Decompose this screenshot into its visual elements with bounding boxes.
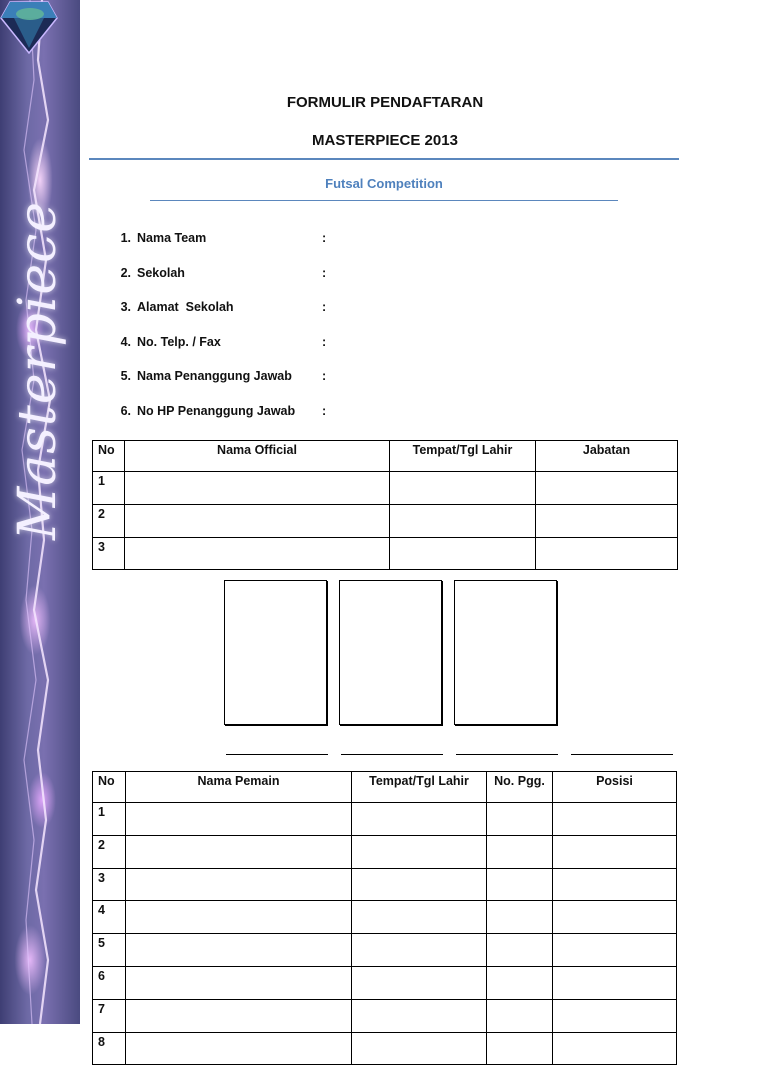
signature-line xyxy=(341,754,443,755)
table-cell[interactable] xyxy=(536,472,678,505)
table-cell[interactable] xyxy=(553,934,677,967)
diamond-logo-icon xyxy=(0,0,58,54)
table-header-row xyxy=(93,441,678,472)
table-row xyxy=(93,803,677,836)
row-number: 2 xyxy=(93,504,125,537)
table-cell[interactable] xyxy=(352,835,487,868)
table-cell[interactable] xyxy=(487,966,553,999)
table-cell[interactable] xyxy=(352,1032,487,1065)
table-cell[interactable] xyxy=(553,966,677,999)
table-cell[interactable] xyxy=(126,966,352,999)
table-cell[interactable] xyxy=(487,901,553,934)
table-cell[interactable] xyxy=(487,803,553,836)
table-cell[interactable] xyxy=(553,999,677,1032)
field-number: 4. xyxy=(120,334,131,349)
field-label: Alamat Sekolah xyxy=(137,300,234,315)
field-colon: : xyxy=(322,334,327,349)
field-label: Nama Penanggung Jawab xyxy=(137,369,292,384)
table-cell[interactable] xyxy=(487,835,553,868)
table-cell[interactable] xyxy=(487,999,553,1032)
signature-line xyxy=(456,754,558,755)
table-cell[interactable] xyxy=(126,868,352,901)
table-cell[interactable] xyxy=(352,803,487,836)
table-row xyxy=(93,537,678,570)
signature-line xyxy=(226,754,328,755)
table-cell[interactable] xyxy=(553,803,677,836)
field-colon: : xyxy=(322,369,327,384)
column-header: No xyxy=(93,441,125,472)
table-row xyxy=(93,999,677,1032)
table-cell[interactable] xyxy=(553,1032,677,1065)
table-row xyxy=(93,504,678,537)
field-colon: : xyxy=(322,265,327,280)
row-number: 1 xyxy=(93,472,125,505)
column-header: No xyxy=(93,772,126,803)
field-hp-penanggung-jawab xyxy=(113,404,673,439)
table-cell[interactable] xyxy=(553,901,677,934)
field-telp-fax xyxy=(113,335,673,370)
table-cell[interactable] xyxy=(126,803,352,836)
subtitle-divider xyxy=(150,200,618,201)
table-cell[interactable] xyxy=(125,472,390,505)
field-sekolah xyxy=(113,266,673,301)
table-cell[interactable] xyxy=(487,934,553,967)
competition-subtitle: Futsal Competition xyxy=(325,176,443,191)
table-cell[interactable] xyxy=(125,537,390,570)
row-number: 1 xyxy=(93,803,126,836)
photo-box xyxy=(224,580,327,725)
column-header: Jabatan xyxy=(536,441,678,472)
row-number: 3 xyxy=(93,868,126,901)
officials-table xyxy=(92,440,678,570)
brand-wordmark: Masterpiece xyxy=(8,200,68,540)
table-cell[interactable] xyxy=(487,868,553,901)
field-label: Sekolah xyxy=(137,265,185,280)
field-number: 5. xyxy=(120,369,131,384)
registration-fields xyxy=(113,231,673,439)
table-cell[interactable] xyxy=(126,901,352,934)
table-cell[interactable] xyxy=(352,934,487,967)
table-cell[interactable] xyxy=(352,868,487,901)
field-alamat-sekolah xyxy=(113,300,673,335)
table-cell[interactable] xyxy=(126,1032,352,1065)
form-title: FORMULIR PENDAFTARAN xyxy=(286,94,484,111)
table-row xyxy=(93,966,677,999)
field-number: 6. xyxy=(120,403,131,418)
column-header: Posisi xyxy=(553,772,677,803)
column-header: No. Pgg. xyxy=(487,772,553,803)
row-number: 3 xyxy=(93,537,125,570)
field-colon: : xyxy=(322,300,327,315)
field-label: No HP Penanggung Jawab xyxy=(137,403,296,418)
field-label: Nama Team xyxy=(137,231,207,245)
row-number: 2 xyxy=(93,835,126,868)
column-header: Tempat/Tgl Lahir xyxy=(390,441,536,472)
field-number: 3. xyxy=(120,300,131,315)
decorative-banner xyxy=(0,0,80,1024)
row-number: 8 xyxy=(93,1032,126,1065)
table-cell[interactable] xyxy=(553,835,677,868)
row-number: 7 xyxy=(93,999,126,1032)
event-title: MASTERPIECE 2013 xyxy=(312,132,458,149)
photo-box xyxy=(454,580,557,725)
column-header: Nama Official xyxy=(125,441,390,472)
column-header: Tempat/Tgl Lahir xyxy=(352,772,487,803)
field-nama-team xyxy=(113,231,673,266)
table-header-row xyxy=(93,772,677,803)
players-table xyxy=(92,771,677,1065)
table-cell[interactable] xyxy=(125,504,390,537)
table-cell[interactable] xyxy=(352,999,487,1032)
table-cell[interactable] xyxy=(126,999,352,1032)
table-cell[interactable] xyxy=(126,934,352,967)
field-number: 2. xyxy=(120,265,131,280)
row-number: 4 xyxy=(93,901,126,934)
table-cell[interactable] xyxy=(352,901,487,934)
table-row xyxy=(93,901,677,934)
row-number: 6 xyxy=(93,966,126,999)
row-number: 5 xyxy=(93,934,126,967)
field-label: No. Telp. / Fax xyxy=(137,334,221,349)
table-cell[interactable] xyxy=(390,537,536,570)
table-cell[interactable] xyxy=(536,537,678,570)
table-cell[interactable] xyxy=(390,504,536,537)
table-row xyxy=(93,835,677,868)
field-colon: : xyxy=(322,403,327,418)
signature-line xyxy=(571,754,673,755)
table-row xyxy=(93,472,678,505)
photo-box xyxy=(339,580,442,725)
column-header: Nama Pemain xyxy=(126,772,352,803)
table-row xyxy=(93,1032,677,1065)
field-number: 1. xyxy=(120,231,131,245)
table-cell[interactable] xyxy=(553,868,677,901)
table-cell[interactable] xyxy=(536,504,678,537)
table-cell[interactable] xyxy=(126,835,352,868)
table-row xyxy=(93,934,677,967)
field-colon: : xyxy=(322,231,327,245)
header-divider xyxy=(89,158,679,160)
field-penanggung-jawab xyxy=(113,369,673,404)
table-cell[interactable] xyxy=(352,966,487,999)
table-cell[interactable] xyxy=(390,472,536,505)
table-cell[interactable] xyxy=(487,1032,553,1065)
table-row xyxy=(93,868,677,901)
